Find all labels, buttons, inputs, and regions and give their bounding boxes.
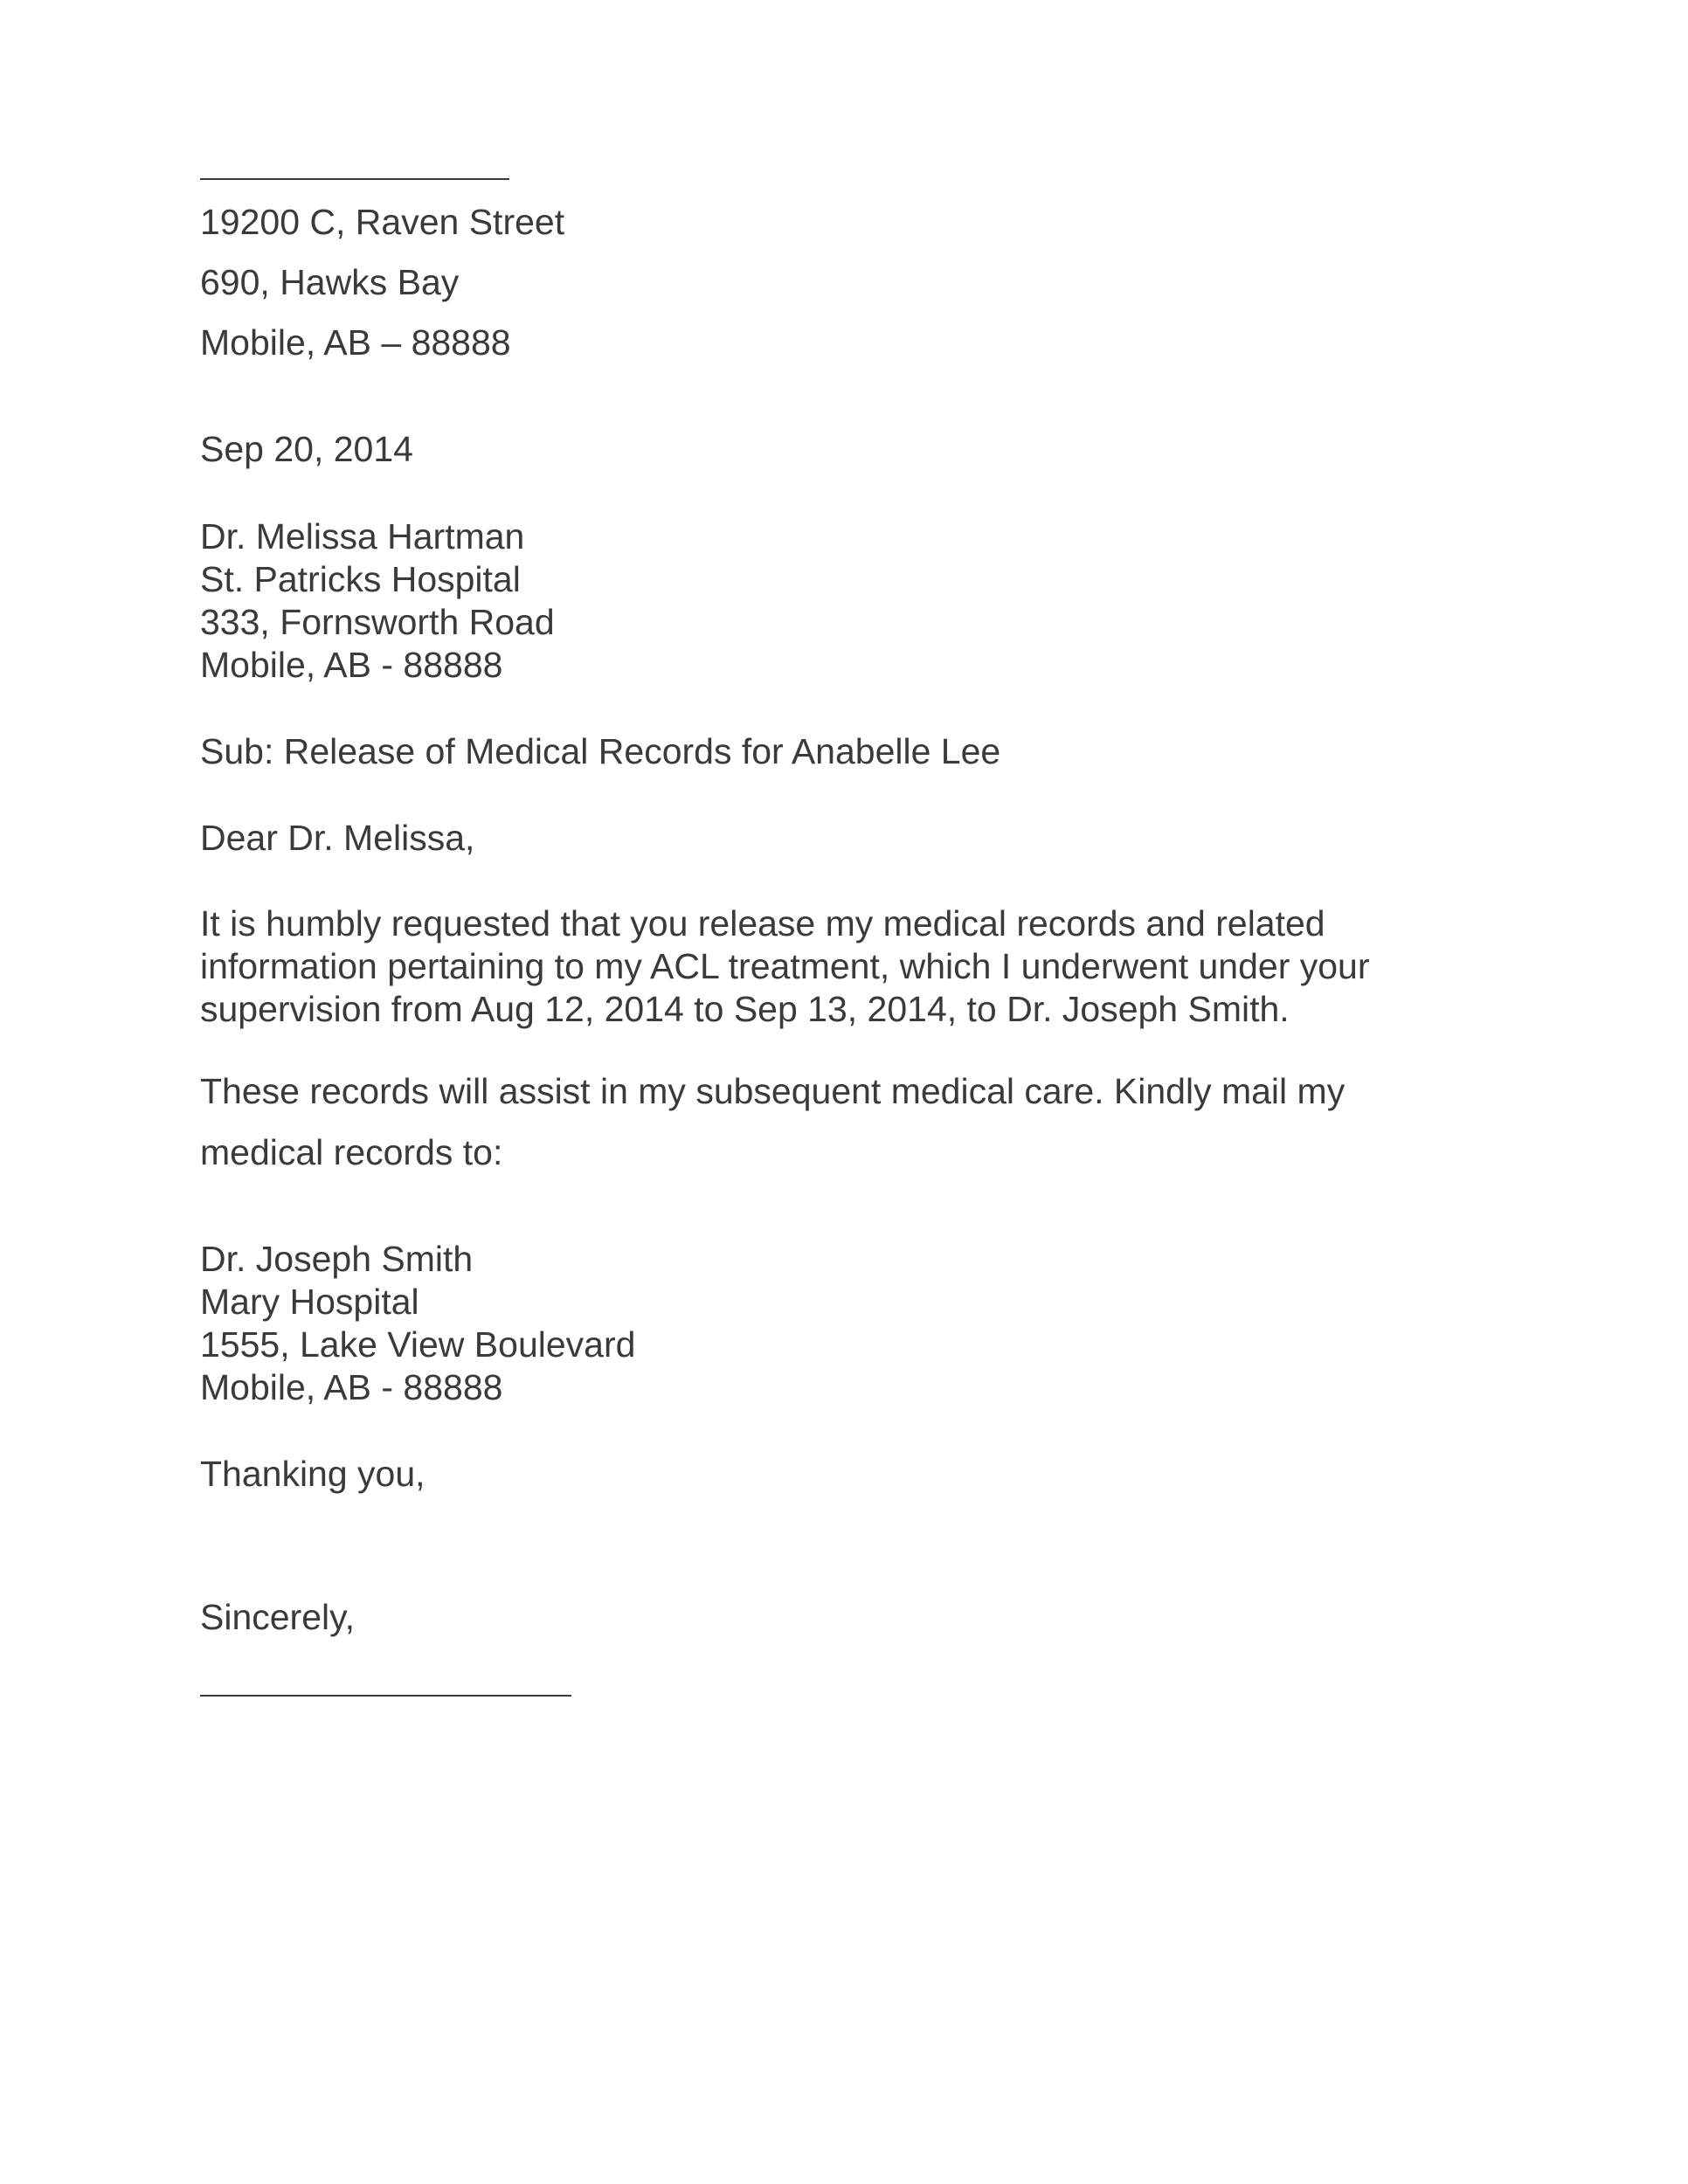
sender-address-line-3: Mobile, AB – 88888	[200, 322, 511, 363]
sender-address-line-2: 690, Hawks Bay	[200, 262, 460, 302]
closing-sincerely: Sincerely,	[200, 1597, 355, 1637]
recipient-line-1: Dr. Melissa Hartman	[200, 516, 525, 556]
forward-to-line-1: Dr. Joseph Smith	[200, 1239, 474, 1279]
body-paragraph-1-line-2: information pertaining to my ACL treatment, which I underwent under your	[200, 946, 1370, 986]
sender-name-line	[200, 178, 509, 180]
recipient-line-4: Mobile, AB - 88888	[200, 645, 503, 685]
body-paragraph-2-line-2: medical records to:	[200, 1132, 503, 1172]
forward-to-line-4: Mobile, AB - 88888	[200, 1367, 503, 1407]
closing-thanks: Thanking you,	[200, 1454, 425, 1494]
forward-to-line-2: Mary Hospital	[200, 1282, 419, 1322]
forward-to-line-3: 1555, Lake View Boulevard	[200, 1324, 636, 1365]
sender-address-line-1: 19200 C, Raven Street	[200, 202, 565, 242]
recipient-line-3: 333, Fornsworth Road	[200, 602, 555, 642]
body-paragraph-2-line-1: These records will assist in my subsequent medical care. Kindly mail my	[200, 1071, 1346, 1111]
recipient-line-2: St. Patricks Hospital	[200, 559, 521, 599]
letter-date: Sep 20, 2014	[200, 429, 413, 469]
signature-line	[200, 1695, 571, 1697]
subject-line: Sub: Release of Medical Records for Anabelle Lee	[200, 731, 1001, 771]
body-paragraph-1-line-1: It is humbly requested that you release my medical records and related	[200, 903, 1325, 943]
body-paragraph-1-line-3: supervision from Aug 12, 2014 to Sep 13, 2014, to Dr. Joseph Smith.	[200, 989, 1290, 1029]
salutation: Dear Dr. Melissa,	[200, 818, 475, 858]
